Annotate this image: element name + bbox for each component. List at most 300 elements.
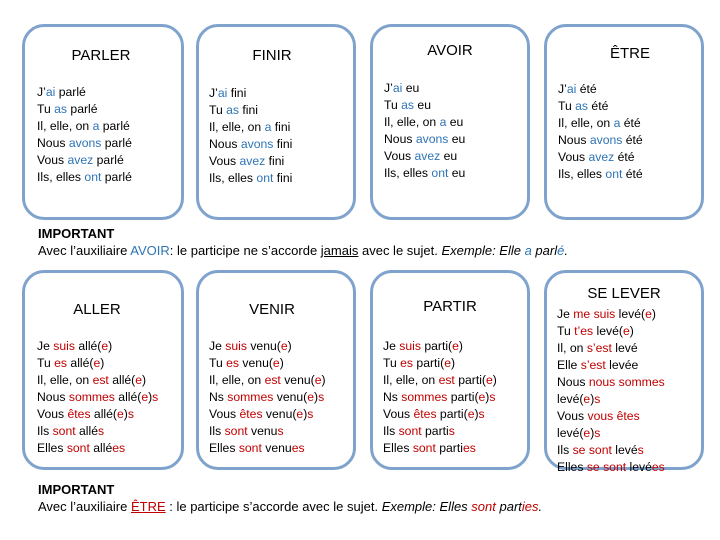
text-segment: venu <box>247 424 278 438</box>
conjugation-line <box>384 131 465 148</box>
text-segment: eu <box>448 132 466 146</box>
text-segment: Tu <box>383 356 401 370</box>
text-segment: Tu <box>209 356 227 370</box>
conjugation-line <box>558 115 643 132</box>
text-segment: s <box>307 407 314 421</box>
text-segment: ) <box>651 307 656 321</box>
text-segment: allé <box>89 441 113 455</box>
text-segment: ) <box>492 373 497 387</box>
text-segment: Il, elle, on <box>37 119 93 133</box>
conjugation-line <box>209 153 292 170</box>
text-segment: J’ <box>209 86 218 100</box>
conjugation-line <box>37 389 158 406</box>
text-segment: avez <box>414 149 441 163</box>
text-segment: parti( <box>413 356 445 370</box>
text-segment: levé <box>611 341 638 355</box>
text-segment: ) <box>123 407 128 421</box>
text-segment: est <box>92 373 109 387</box>
conjugation-line <box>209 119 292 136</box>
text-segment: Vous <box>557 409 588 423</box>
text-segment: allé <box>75 424 98 438</box>
card-avoir <box>370 24 530 220</box>
text-segment: Elle <box>557 358 581 372</box>
text-segment: part <box>495 499 522 514</box>
card-venir <box>196 270 356 470</box>
conjugation-line <box>209 406 326 423</box>
text-segment: venu( <box>262 407 297 421</box>
conjugation-lines <box>37 84 132 186</box>
text-segment: Exemple: Elle <box>441 243 525 258</box>
conjugation-line <box>384 165 465 182</box>
text-segment: suis <box>225 339 247 353</box>
conjugation-line <box>384 148 465 165</box>
text-segment: levé( <box>593 324 623 338</box>
text-segment: a <box>92 119 100 133</box>
conjugation-line <box>383 423 497 440</box>
text-segment: ) <box>279 356 284 370</box>
text-segment: se sont <box>586 460 627 474</box>
text-segment: se sont <box>572 443 612 457</box>
text-segment: ) <box>321 373 326 387</box>
text-segment: eu <box>440 149 458 163</box>
text-segment: avez <box>588 150 615 164</box>
text-segment: as <box>226 103 240 117</box>
conjugation-line <box>209 136 292 153</box>
conjugation-line <box>37 423 158 440</box>
text-segment: parlé <box>99 119 130 133</box>
text-segment: es <box>226 356 240 370</box>
card-title: AVOIR <box>427 42 473 59</box>
conjugation-line <box>37 440 158 457</box>
important-heading: IMPORTANT <box>38 226 115 241</box>
text-segment: Vous <box>383 407 414 421</box>
text-segment: ) <box>590 426 595 440</box>
card-title: PARTIR <box>423 298 477 315</box>
text-segment: e <box>280 339 288 353</box>
text-segment: fini <box>273 137 293 151</box>
card-parler <box>22 24 184 220</box>
card-partir <box>370 270 530 470</box>
text-segment: s <box>594 426 601 440</box>
text-segment: ) <box>590 392 595 406</box>
conjugation-line <box>37 135 132 152</box>
text-segment: venu( <box>246 339 281 353</box>
card-title: ALLER <box>73 301 121 318</box>
conjugation-line <box>557 459 665 476</box>
text-segment: e <box>444 356 451 370</box>
text-segment: s <box>277 424 284 438</box>
text-segment: Il, on <box>557 341 587 355</box>
text-segment: e <box>314 373 322 387</box>
text-segment: allé( <box>67 356 94 370</box>
conjugation-line <box>209 355 326 372</box>
text-segment: venu( <box>273 390 308 404</box>
text-segment: e <box>116 407 124 421</box>
conjugation-line <box>557 306 665 323</box>
text-segment: avons <box>240 137 274 151</box>
text-segment: Vous <box>37 153 68 167</box>
text-segment: parti( <box>420 339 453 353</box>
conjugation-line <box>558 149 643 166</box>
text-segment: Ils, elles <box>384 166 432 180</box>
text-segment: ) <box>303 407 308 421</box>
text-segment: parlé <box>101 170 132 184</box>
conjugation-lines <box>557 306 665 476</box>
text-segment: é <box>557 243 565 258</box>
conjugation-line <box>37 406 158 423</box>
text-segment: ) <box>629 324 634 338</box>
text-segment: e <box>478 390 486 404</box>
text-segment: Tu <box>557 324 575 338</box>
conjugation-lines <box>558 81 643 183</box>
text-segment: e <box>467 407 475 421</box>
text-segment: fini <box>273 171 293 185</box>
text-segment: levé <box>611 443 638 457</box>
card-title: ÊTRE <box>609 45 650 62</box>
text-segment: as <box>401 98 415 112</box>
card-title: FINIR <box>252 47 292 64</box>
text-segment: êtes <box>67 407 91 421</box>
conjugation-line <box>383 406 497 423</box>
text-segment: Vous <box>558 150 589 164</box>
text-segment: été <box>576 82 597 96</box>
text-segment: parl <box>531 243 558 258</box>
text-segment: sommes <box>227 390 274 404</box>
conjugation-line <box>37 372 158 389</box>
conjugation-line <box>209 440 326 457</box>
text-segment: e <box>583 392 591 406</box>
text-segment: es <box>651 460 665 474</box>
text-segment: Je <box>383 339 400 353</box>
text-segment: ) <box>314 390 319 404</box>
text-segment: Avec l’auxiliaire <box>38 243 131 258</box>
text-segment: ai <box>566 82 577 96</box>
text-segment: es <box>54 356 68 370</box>
conjugation-line <box>558 166 643 183</box>
text-segment: jamais <box>320 243 359 258</box>
text-segment: est <box>438 373 455 387</box>
text-segment: suis <box>399 339 421 353</box>
text-segment: t’es <box>574 324 594 338</box>
text-segment: e <box>307 390 314 404</box>
text-segment: Ils, elles <box>37 170 85 184</box>
conjugation-line <box>557 408 665 425</box>
text-segment: ont <box>605 167 623 181</box>
text-segment: allé( <box>90 407 117 421</box>
text-segment: ai <box>217 86 228 100</box>
conjugation-line <box>383 355 497 372</box>
text-segment: avez <box>239 154 266 168</box>
text-segment: eu <box>402 81 420 95</box>
text-segment: avec le sujet. <box>358 243 442 258</box>
text-segment: Ns <box>209 390 228 404</box>
conjugation-lines <box>384 80 465 182</box>
conjugation-line <box>557 374 665 391</box>
text-segment: fini <box>265 154 285 168</box>
text-segment: ) <box>458 339 463 353</box>
card-title: SE LEVER <box>587 285 661 302</box>
text-segment: parti <box>421 424 449 438</box>
text-segment: . <box>538 499 543 514</box>
card-title: VENIR <box>249 301 295 318</box>
text-segment: ai <box>45 85 56 99</box>
text-segment: Nous <box>384 132 416 146</box>
text-segment: Tu <box>384 98 402 112</box>
text-segment: ont <box>84 170 102 184</box>
text-segment: e <box>141 390 149 404</box>
text-segment: es <box>291 441 305 455</box>
text-segment: s <box>448 424 455 438</box>
conjugation-line <box>383 389 497 406</box>
text-segment: parlé <box>67 102 98 116</box>
text-segment: es <box>462 441 476 455</box>
text-segment: Nous <box>37 136 69 150</box>
text-segment: as <box>575 99 589 113</box>
text-segment: Il, elle, on <box>209 373 265 387</box>
conjugation-lines <box>209 85 292 187</box>
text-segment: sont <box>398 424 422 438</box>
text-segment: sommes <box>401 390 448 404</box>
text-segment: Tu <box>558 99 576 113</box>
text-segment: parti( <box>447 390 479 404</box>
text-segment: es <box>112 441 126 455</box>
text-segment: levé( <box>615 307 646 321</box>
text-segment: s <box>594 392 601 406</box>
text-segment: eu <box>448 166 466 180</box>
text-segment: avons <box>68 136 102 150</box>
text-segment: Ils, elles <box>209 171 257 185</box>
important-avoir <box>38 225 568 259</box>
text-segment: sont <box>238 441 262 455</box>
text-segment: Ils <box>383 424 399 438</box>
text-segment: Nous <box>557 375 589 389</box>
text-segment: s <box>637 443 644 457</box>
text-segment: Elles <box>383 441 413 455</box>
text-segment: est <box>264 373 281 387</box>
text-segment: Je <box>557 307 574 321</box>
conjugation-line <box>557 323 665 340</box>
text-segment: ÊTRE <box>130 499 166 514</box>
conjugation-lines <box>209 338 326 457</box>
text-segment: s <box>489 390 496 404</box>
text-segment: : le participe ne s’accorde <box>169 243 321 258</box>
text-segment: ) <box>474 407 479 421</box>
text-segment: parlé <box>101 136 132 150</box>
text-segment: me suis <box>573 307 616 321</box>
conjugation-line <box>209 423 326 440</box>
text-segment: Tu <box>37 356 55 370</box>
conjugation-line <box>209 85 292 102</box>
text-segment: ) <box>108 339 113 353</box>
conjugation-line <box>37 338 158 355</box>
text-segment: eu <box>446 115 464 129</box>
text-segment: été <box>622 167 643 181</box>
text-segment: e <box>296 407 304 421</box>
text-segment: Ils, elles <box>558 167 606 181</box>
text-segment: J’ <box>384 81 393 95</box>
text-segment: été <box>588 99 609 113</box>
text-segment: . <box>564 243 568 258</box>
text-segment: e <box>93 356 101 370</box>
text-segment: parlé <box>93 153 124 167</box>
text-segment: Nous <box>209 137 241 151</box>
text-segment: e <box>583 426 591 440</box>
text-segment: ) <box>142 373 147 387</box>
text-segment: venu( <box>239 356 273 370</box>
conjugation-lines <box>37 338 158 457</box>
text-segment: ) <box>148 390 153 404</box>
text-segment: parti( <box>454 373 486 387</box>
text-segment: levé( <box>557 392 584 406</box>
important-etre <box>38 481 542 515</box>
text-segment: e <box>272 356 280 370</box>
conjugation-line <box>557 425 665 442</box>
card-se-lever <box>544 270 704 474</box>
text-segment: Elles <box>209 441 239 455</box>
text-segment: Avec l’auxiliaire <box>38 499 131 514</box>
text-segment: Tu <box>209 103 227 117</box>
text-segment: a <box>264 120 272 134</box>
text-segment: s <box>318 390 325 404</box>
text-segment: : le participe s’accorde avec le sujet. <box>165 499 382 514</box>
conjugation-line <box>209 372 326 389</box>
conjugation-line <box>383 338 497 355</box>
text-segment: Je <box>209 339 226 353</box>
important-text <box>38 242 568 259</box>
conjugation-line <box>383 372 497 389</box>
text-segment: venu <box>261 441 292 455</box>
text-segment: e <box>485 373 493 387</box>
conjugation-line <box>384 97 465 114</box>
conjugation-line <box>37 152 132 169</box>
text-segment: Ns <box>383 390 402 404</box>
text-segment: s <box>97 424 105 438</box>
text-segment: avons <box>415 132 449 146</box>
text-segment: Je <box>37 339 54 353</box>
text-segment: e <box>135 373 143 387</box>
conjugation-line <box>209 102 292 119</box>
conjugation-line <box>37 84 132 101</box>
conjugation-line <box>37 101 132 118</box>
text-segment: sont <box>66 441 90 455</box>
text-segment: suis <box>53 339 75 353</box>
conjugation-line <box>384 80 465 97</box>
text-segment: sont <box>224 424 248 438</box>
conjugation-line <box>558 81 643 98</box>
text-segment: Ils <box>209 424 225 438</box>
text-segment: sont <box>412 441 436 455</box>
text-segment: eu <box>414 98 431 112</box>
text-segment: Il, elle, on <box>558 116 614 130</box>
conjugation-line <box>37 169 132 186</box>
text-segment: AVOIR <box>130 243 170 258</box>
conjugation-line <box>557 340 665 357</box>
text-segment: as <box>54 102 68 116</box>
text-segment: levé <box>626 460 652 474</box>
text-segment: ) <box>485 390 490 404</box>
text-segment: ) <box>450 356 456 370</box>
conjugation-line <box>384 114 465 131</box>
text-segment: ont <box>431 166 449 180</box>
text-segment: été <box>614 150 635 164</box>
important-heading: IMPORTANT <box>38 482 115 497</box>
text-segment: fini <box>239 103 258 117</box>
conjugation-line <box>209 170 292 187</box>
conjugation-line <box>37 118 132 135</box>
text-segment: fini <box>227 86 247 100</box>
text-segment: venu( <box>280 373 315 387</box>
text-segment: avez <box>67 153 94 167</box>
conjugation-line <box>557 442 665 459</box>
text-segment: e <box>452 339 459 353</box>
text-segment: sont <box>52 424 76 438</box>
text-segment: êtes <box>239 407 263 421</box>
card-finir <box>196 24 356 220</box>
card-etre <box>544 24 704 220</box>
text-segment: sont <box>471 499 496 514</box>
text-segment: s <box>478 407 485 421</box>
text-segment: e <box>101 339 109 353</box>
text-segment: Il, elle, on <box>209 120 265 134</box>
text-segment: parti( <box>436 407 468 421</box>
text-segment: levée <box>605 358 639 372</box>
text-segment: fini <box>271 120 291 134</box>
text-segment: J’ <box>558 82 567 96</box>
text-segment: Ils <box>557 443 573 457</box>
text-segment: Ils <box>37 424 53 438</box>
text-segment: e <box>622 324 630 338</box>
text-segment: Nous <box>37 390 69 404</box>
text-segment: Vous <box>37 407 68 421</box>
text-segment: J’ <box>37 85 46 99</box>
text-segment: s <box>152 390 159 404</box>
text-segment: Nous <box>558 133 590 147</box>
text-segment: avons <box>589 133 623 147</box>
text-segment: Vous <box>209 407 240 421</box>
text-segment: nous sommes <box>588 375 665 389</box>
text-segment: allé( <box>74 339 102 353</box>
text-segment: ai <box>392 81 403 95</box>
conjugation-lines <box>383 338 497 457</box>
text-segment: êtes <box>413 407 437 421</box>
text-segment: allé( <box>114 390 142 404</box>
text-segment: ont <box>256 171 274 185</box>
text-segment: s’est <box>586 341 612 355</box>
card-title: PARLER <box>71 47 131 64</box>
conjugation-line <box>209 389 326 406</box>
conjugation-line <box>558 132 643 149</box>
conjugation-line <box>557 391 665 408</box>
text-segment: Il, elle, on <box>384 115 440 129</box>
text-segment: Vous <box>209 154 240 168</box>
text-segment: été <box>622 133 643 147</box>
text-segment: a <box>524 243 532 258</box>
text-segment: sommes <box>68 390 115 404</box>
conjugation-line <box>37 355 158 372</box>
text-segment: Elles <box>557 460 587 474</box>
text-segment: parlé <box>55 85 86 99</box>
text-segment: allé( <box>108 373 136 387</box>
text-segment: ies <box>521 499 539 514</box>
text-segment: es <box>400 356 414 370</box>
text-segment: ) <box>100 356 105 370</box>
conjugation-line <box>558 98 643 115</box>
text-segment: Il, elle, on <box>37 373 93 387</box>
text-segment: e <box>645 307 652 321</box>
text-segment: a <box>613 116 621 130</box>
text-segment: été <box>620 116 641 130</box>
text-segment: Tu <box>37 102 55 116</box>
